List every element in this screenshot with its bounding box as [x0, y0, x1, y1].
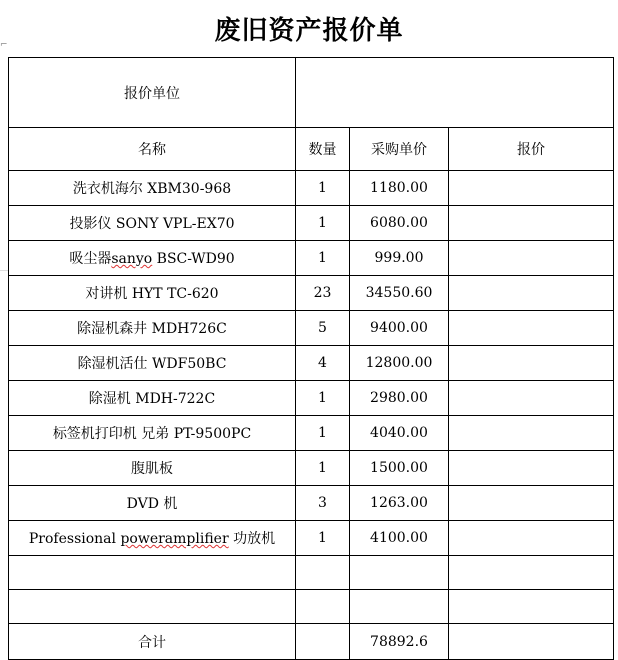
total-unit-price: 78892.6: [350, 624, 449, 660]
item-quantity: 3: [296, 486, 350, 521]
item-unit-price: 999.00: [350, 241, 449, 276]
item-unit-price: 1263.00: [350, 486, 449, 521]
table-header-row: [9, 128, 614, 171]
item-name: 除湿机活仕 WDF50BC: [9, 346, 296, 381]
item-quote-cell[interactable]: [449, 241, 614, 276]
total-quantity: [296, 624, 350, 660]
item-unit-price: 34550.60: [350, 276, 449, 311]
empty-cell[interactable]: [350, 556, 449, 590]
total-label: 合计: [9, 624, 296, 660]
item-name-model: 功放机: [228, 531, 276, 547]
quote-unit-row: [9, 58, 614, 128]
item-quantity: 1: [296, 381, 350, 416]
document-title: 废旧资产报价单: [214, 16, 404, 46]
item-quote-cell[interactable]: [449, 416, 614, 451]
item-quantity: 1: [296, 206, 350, 241]
empty-cell[interactable]: [296, 556, 350, 590]
header-quantity: 数量: [296, 128, 350, 171]
item-unit-price: 9400.00: [350, 311, 449, 346]
item-quote-cell[interactable]: [449, 206, 614, 241]
empty-cell[interactable]: [296, 590, 350, 624]
item-unit-price: 1500.00: [350, 451, 449, 486]
item-quote-cell[interactable]: [449, 381, 614, 416]
item-quote-cell[interactable]: [449, 311, 614, 346]
empty-row: [9, 556, 614, 590]
item-quantity: 1: [296, 171, 350, 206]
item-quantity: 5: [296, 311, 350, 346]
item-name: 洗衣机海尔 XBM30-968: [9, 171, 296, 206]
item-quantity: 1: [296, 416, 350, 451]
item-name: 标签机打印机 兄弟 PT-9500PC: [9, 416, 296, 451]
item-name: 投影仪 SONY VPL-EX70: [9, 206, 296, 241]
item-quote-cell[interactable]: [449, 486, 614, 521]
item-quantity: 1: [296, 521, 350, 556]
margin-marker: [0, 270, 8, 271]
table-row: [9, 171, 614, 206]
table-row: [9, 311, 614, 346]
item-name: 除湿机 MDH-722C: [9, 381, 296, 416]
item-quote-cell[interactable]: [449, 276, 614, 311]
item-quantity: 4: [296, 346, 350, 381]
header-name: 名称: [9, 128, 296, 171]
table-row: [9, 486, 614, 521]
table-row: [9, 521, 614, 556]
item-unit-price: 12800.00: [350, 346, 449, 381]
item-unit-price: 6080.00: [350, 206, 449, 241]
table-row: [9, 451, 614, 486]
item-unit-price: 4100.00: [350, 521, 449, 556]
item-name: DVD 机: [9, 486, 296, 521]
item-name-part: Professional: [28, 531, 121, 547]
table-row: [9, 416, 614, 451]
table-row: [9, 206, 614, 241]
item-quote-cell[interactable]: [449, 346, 614, 381]
header-unit-price: 采购单价: [350, 128, 449, 171]
item-quantity: 23: [296, 276, 350, 311]
item-quantity: 1: [296, 451, 350, 486]
empty-cell[interactable]: [9, 590, 296, 624]
item-name: 腹肌板: [9, 451, 296, 486]
table-row: [9, 276, 614, 311]
empty-cell[interactable]: [9, 556, 296, 590]
item-name-part: 吸尘器: [69, 251, 112, 267]
total-quote-cell[interactable]: [449, 624, 614, 660]
item-name: 除湿机森井 MDH726C: [9, 311, 296, 346]
empty-cell[interactable]: [350, 590, 449, 624]
quote-unit-label: 报价单位: [9, 58, 296, 128]
item-name-brand: poweramplifier: [120, 531, 229, 547]
item-name: [9, 521, 296, 556]
quote-table: [8, 57, 614, 660]
header-quote: 报价: [449, 128, 614, 171]
total-row: [9, 624, 614, 660]
empty-cell[interactable]: [449, 556, 614, 590]
table-row: [9, 241, 614, 276]
item-quote-cell[interactable]: [449, 171, 614, 206]
item-unit-price: 4040.00: [350, 416, 449, 451]
quote-unit-value[interactable]: [296, 58, 614, 128]
item-quantity: 1: [296, 241, 350, 276]
item-name-brand: sanyo: [111, 251, 153, 267]
empty-cell[interactable]: [449, 590, 614, 624]
item-quote-cell[interactable]: [449, 521, 614, 556]
table-row: [9, 381, 614, 416]
item-name: [9, 241, 296, 276]
item-unit-price: 2980.00: [350, 381, 449, 416]
text-cursor-marker: ⌐: [0, 40, 8, 50]
table-row: [9, 346, 614, 381]
item-name-model: BSC-WD90: [152, 251, 235, 267]
item-quote-cell[interactable]: [449, 451, 614, 486]
item-unit-price: 1180.00: [350, 171, 449, 206]
empty-row: [9, 590, 614, 624]
item-name: 对讲机 HYT TC-620: [9, 276, 296, 311]
